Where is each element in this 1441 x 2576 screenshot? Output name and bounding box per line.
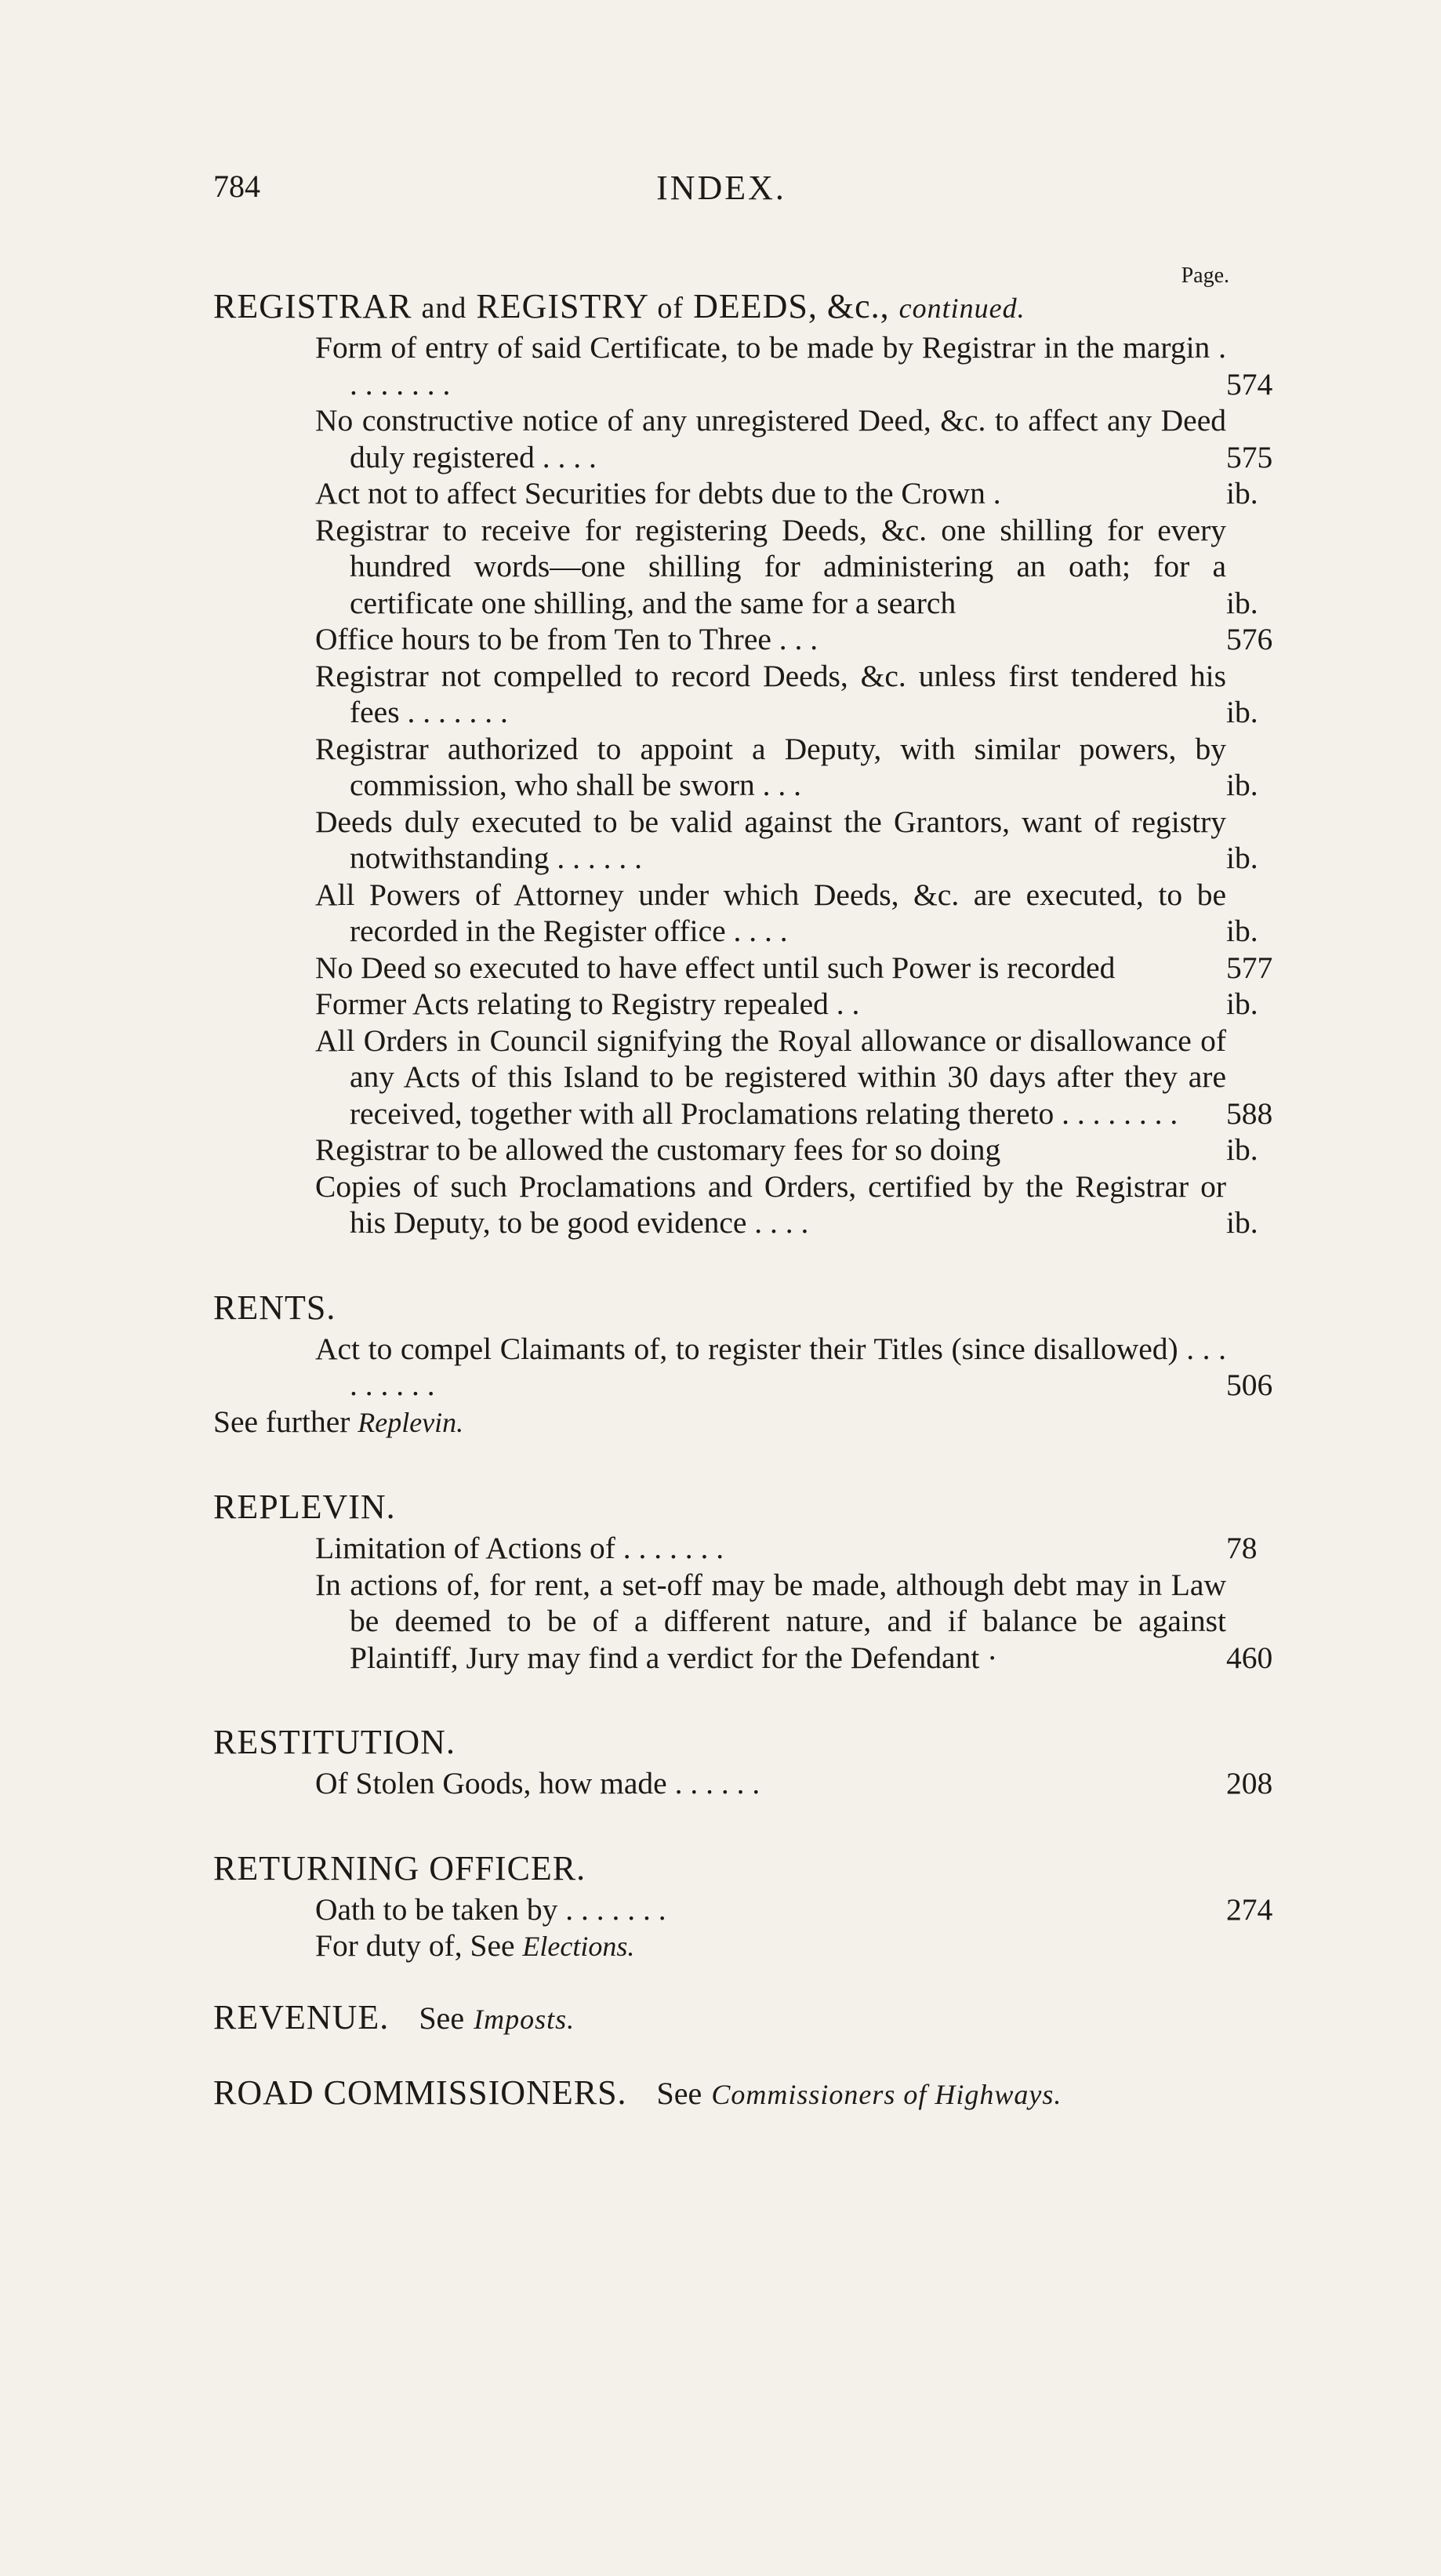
entry-text: Office hours to be from Ten to Three . . .: [315, 622, 819, 656]
entry-page: ib.: [1226, 768, 1258, 802]
index-entry: [213, 512, 1289, 622]
entry-text: Registrar to be allowed the customary fees for so doing: [315, 1132, 1001, 1167]
see-prefix: See: [656, 2075, 702, 2111]
index-entry: [213, 475, 1289, 512]
see-reference: Imposts.: [474, 2003, 575, 2035]
index-entry: [213, 731, 1289, 804]
heading-word: REGISTRAR: [213, 287, 412, 325]
index-entry: [213, 1765, 1289, 1802]
heading-returning-officer: RETURNING OFFICER.: [213, 1848, 586, 1887]
index-entry: [213, 1168, 1289, 1241]
entry-page: ib.: [1226, 914, 1258, 948]
index-entry: [213, 877, 1289, 950]
entry-text: In actions of, for rent, a set-off may be made, although debt may in Law be deemed to be of a different nature, and if balance be against Plaintiff, Jury may find a verdict for the Defendant ·: [315, 1567, 1226, 1675]
entry-page: 575: [1226, 439, 1273, 474]
replevin-entries: [213, 1530, 1289, 1676]
see-also: [213, 1927, 1289, 1965]
entry-page: ib.: [1226, 1132, 1258, 1167]
returning-officer-entries: [213, 1891, 1289, 1928]
entry-text: Oath to be taken by . . . . . . .: [315, 1891, 666, 1927]
index-entry: [213, 1891, 1289, 1928]
heading-word: DEEDS, &c.,: [693, 287, 890, 325]
entry-text: Registrar authorized to appoint a Deputy, with similar powers, by commission, who shall be sworn . . .: [315, 731, 1226, 802]
index-content: [213, 276, 1289, 2116]
entry-text: Registrar not compelled to record Deeds, &c. unless first tendered his fees . . . . . . .: [315, 658, 1226, 729]
entry-text: Limitation of Actions of . . . . . . .: [315, 1531, 724, 1565]
index-entry: [213, 1023, 1289, 1132]
entry-page: ib.: [1226, 986, 1258, 1021]
registrar-entries: [213, 329, 1289, 1241]
see-reference: Commissioners of Highways.: [711, 2078, 1062, 2110]
entry-page: 576: [1226, 622, 1273, 656]
entry-page: ib.: [1226, 476, 1258, 510]
heading-registrar: [213, 284, 1289, 329]
entry-text: All Powers of Attorney under which Deeds, &c. are executed, to be recorded in the Register office . . . .: [315, 877, 1226, 948]
index-entry: [213, 621, 1289, 658]
see-reference: Elections.: [522, 1931, 635, 1962]
heading-word: ROAD COMMISSIONERS.: [213, 2073, 627, 2112]
heading-word: REVENUE.: [213, 1997, 390, 2036]
entry-text: No constructive notice of any unregistered Deed, &c. to affect any Deed duly registered . . . .: [315, 403, 1226, 474]
entry-page: 460: [1226, 1640, 1273, 1675]
entry-page: ib.: [1226, 585, 1258, 620]
page-header: [213, 168, 1229, 288]
see-line: [315, 1927, 1226, 1965]
entry-page: 577: [1226, 950, 1273, 985]
index-entry: [213, 986, 1289, 1023]
entry-text: Of Stolen Goods, how made . . . . . .: [315, 1766, 760, 1800]
entry-text: Act not to affect Securities for debts due to the Crown .: [315, 476, 1001, 510]
entry-text: No Deed so executed to have effect until such Power is recorded: [315, 950, 1116, 985]
see-prefix: See further: [213, 1404, 350, 1439]
entry-text: Act to compel Claimants of, to register their Titles (since disallowed) . . . . . . . . .: [315, 1331, 1226, 1402]
heading-road-commissioners: [213, 2070, 1289, 2116]
index-entry: [213, 1567, 1289, 1677]
heading-rents: RENTS.: [213, 1288, 336, 1327]
page-column-label: Page.: [1181, 263, 1229, 288]
entry-text: All Orders in Council signifying the Royal allowance or disallowance of any Acts of this Island to be registered within 30 days after they are received, together with all Proclamations relating thereto . . . . . . . .: [315, 1023, 1226, 1131]
index-entry: [213, 1132, 1289, 1168]
entry-page: ib.: [1226, 695, 1258, 729]
index-entry: [213, 658, 1289, 731]
see-reference: Replevin.: [358, 1406, 464, 1438]
entry-page: 588: [1226, 1095, 1273, 1131]
heading-restitution: RESTITUTION.: [213, 1723, 456, 1761]
entry-text: Form of entry of said Certificate, to be made by Registrar in the margin . . . . . . . .: [315, 330, 1226, 401]
see-also: [213, 1404, 1289, 1441]
heading-word: REGISTRY: [476, 287, 648, 325]
index-entry: [213, 1530, 1289, 1567]
entry-text: Registrar to receive for registering Deeds, &c. one shilling for every hundred words—one shilling for administering an oath; for a certificate one shilling, and the same for a search: [315, 512, 1226, 620]
entry-text: Former Acts relating to Registry repealed . .: [315, 986, 860, 1021]
see-prefix: For duty of, See: [315, 1928, 515, 1963]
entry-page: 274: [1226, 1891, 1273, 1927]
index-entry: [213, 329, 1289, 402]
index-entry: [213, 1331, 1289, 1404]
entry-page: 78: [1226, 1531, 1258, 1565]
index-entry: [213, 804, 1289, 877]
heading-of: of: [657, 292, 684, 325]
page-number: 784: [213, 169, 260, 204]
entry-page: 574: [1226, 366, 1273, 401]
restitution-entries: [213, 1765, 1289, 1802]
see-prefix: See: [419, 2000, 465, 2036]
entry-text: Deeds duly executed to be valid against the Grantors, want of registry notwithstanding . . . . . .: [315, 804, 1226, 875]
entry-page: ib.: [1226, 841, 1258, 875]
index-entry: [213, 950, 1289, 986]
entry-page: ib.: [1226, 1205, 1258, 1240]
entry-page: 506: [1226, 1368, 1273, 1402]
index-entry: [213, 402, 1289, 475]
page-title: INDEX.: [656, 169, 786, 207]
entry-text: Copies of such Proclamations and Orders, certified by the Registrar or his Deputy, to be good evidence . . . .: [315, 1168, 1226, 1240]
heading-and: and: [421, 292, 467, 325]
heading-revenue: [213, 1995, 1289, 2040]
heading-replevin: REPLEVIN.: [213, 1488, 396, 1526]
entry-page: 208: [1226, 1766, 1273, 1800]
heading-continued: continued.: [898, 292, 1025, 324]
